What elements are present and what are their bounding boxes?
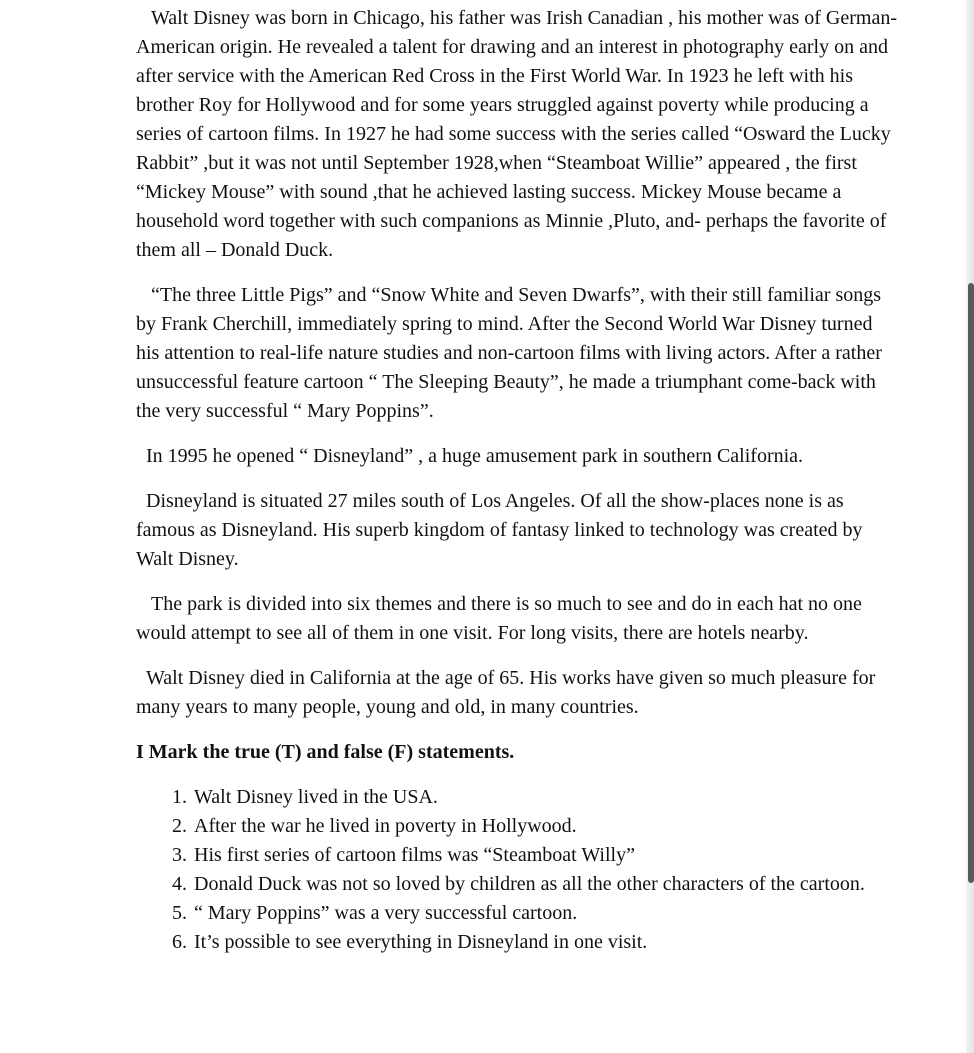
statement-item: 1. Walt Disney lived in the USA. [192, 783, 898, 812]
paragraph-disneyland-location: Disneyland is situated 27 miles south of Los Angeles. Of all the show-places none is as famous as Disneyland. His superb kingdom of fantasy linked to technology was created by Walt Disney. [136, 490, 863, 570]
paragraph-death: Walt Disney died in California at the age of 65. His works have given so much pleasure for many years to many people, young and old, in many countries. [136, 667, 876, 718]
vertical-scrollbar[interactable] [968, 283, 974, 883]
exercise-heading: I Mark the true (T) and false (F) statements. [136, 741, 515, 763]
statement-item: 3. His first series of cartoon films was “Steamboat Willy” [192, 841, 898, 870]
paragraph-biography: Walt Disney was born in Chicago, his father was Irish Canadian , his mother was of German- American origin. He revealed a talent for drawing and an interest in photography early on and after service with the American Red Cross in the First World War. In 1923 he left with his brother Roy for Hollywood and for some years struggled against poverty while producing a series of cartoon films. In 1927 he had some success with the series called “Osward the Lucky Rabbit” ,but it was not until September 1928,when “Steamboat Willie” appeared , the first “Mickey Mouse” with sound ,that he achieved lasting success. Mickey Mouse became a household word together with such companions as Minnie ,Pluto, and- perhaps the favorite of them all – Donald Duck. [136, 7, 897, 261]
statement-list [136, 783, 898, 957]
statement-item: 5. “ Mary Poppins” was a very successful cartoon. [192, 899, 898, 928]
statement-item: 6. It’s possible to see everything in Disneyland in one visit. [192, 928, 898, 957]
statement-item: 2. After the war he lived in poverty in Hollywood. [192, 812, 898, 841]
statement-item: 4. Donald Duck was not so loved by children as all the other characters of the cartoon. [192, 870, 898, 899]
paragraph-films: “The three Little Pigs” and “Snow White and Seven Dwarfs”, with their still familiar songs by Frank Cherchill, immediately spring to mind. After the Second World War Disney turned his attention to real-life nature studies and non-cartoon films with living actors. After a rather unsuccessful feature cartoon “ The Sleeping Beauty”, he made a triumphant come-back with the very successful “ Mary Poppins”. [136, 284, 882, 422]
paragraph-park-themes: The park is divided into six themes and there is so much to see and do in each hat no one would attempt to see all of them in one visit. For long visits, there are hotels nearby. [136, 593, 862, 644]
document-body [136, 4, 898, 957]
paragraph-disneyland-opening: In 1995 he opened “ Disneyland” , a huge amusement park in southern California. [146, 445, 804, 467]
